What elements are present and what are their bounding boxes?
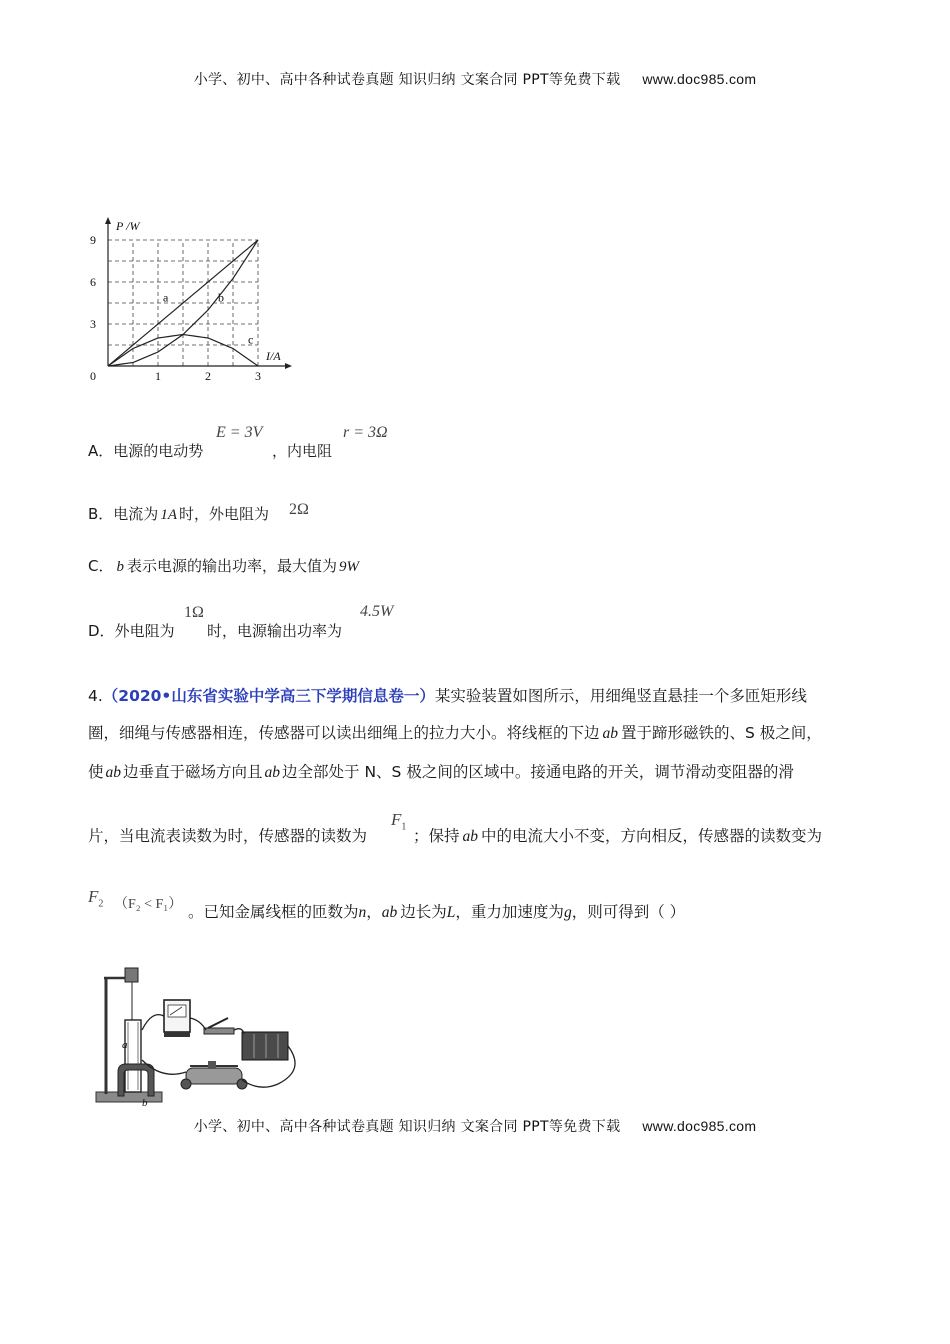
option-b-text2: 时，外电阻为	[178, 505, 269, 523]
option-a-emf: E = 3V	[216, 424, 263, 441]
ab-symbol: ab	[462, 828, 479, 845]
option-d-power: 4.5W	[360, 603, 394, 620]
question4-line1	[88, 684, 807, 706]
option-c-value: 9W	[339, 559, 359, 575]
question-text-4b: ；保持	[413, 827, 460, 845]
question-text-3b: 边垂直于磁场方向且	[123, 763, 263, 781]
origin-label: 0	[90, 369, 96, 383]
option-b-current: 1A	[160, 507, 177, 523]
page-header	[0, 69, 950, 89]
power-current-graph	[86, 216, 306, 386]
question-source: （2020•山东省实验中学高三下学期信息卷一）	[102, 687, 435, 705]
option-a-label: A．	[88, 442, 114, 460]
question-text-5c: 边长为	[400, 903, 447, 921]
option-d-text: 外电阻为	[114, 622, 175, 640]
label-a: a	[122, 1039, 128, 1051]
rheostat	[186, 1068, 242, 1084]
f1-subscript: 1	[401, 821, 407, 833]
n-symbol: n	[358, 904, 367, 921]
question4-line2	[88, 721, 822, 743]
option-b	[88, 503, 269, 524]
f2-subscript: 2	[98, 898, 104, 910]
question-text-5e: ，则可得到（ ）	[571, 903, 686, 921]
battery	[242, 1032, 288, 1060]
option-a	[88, 440, 203, 461]
option-d-text2: 时，电源输出功率为	[207, 622, 343, 640]
x-tick-label: 1	[155, 369, 161, 383]
option-c-label: C．	[88, 557, 114, 575]
y-axis-label: P /W	[116, 219, 140, 233]
ab-symbol: ab	[602, 725, 619, 742]
page-footer	[0, 1116, 950, 1136]
question-text-3c: 边全部处于 N、S 极之间的区域中。接通电路的开关，调节滑动变阻器的滑	[282, 763, 794, 781]
y-tick-label: 9	[90, 233, 96, 247]
question4-line5	[188, 900, 685, 922]
ab-symbol: ab	[381, 904, 398, 921]
x-axis-arrow	[285, 363, 292, 369]
y-tick-label: 3	[90, 317, 96, 331]
question-text-4c: 中的电流大小不变，方向相反，传感器的读数变为	[481, 827, 823, 845]
option-b-label: B．	[88, 505, 114, 523]
header-text: 小学、初中、高中各种试卷真题 知识归纳 文案合同 PPT等免费下载	[193, 72, 621, 88]
f1-symbol: $F_1$	[391, 810, 407, 833]
y-axis-arrow	[105, 217, 111, 224]
series-label-c: c	[248, 332, 254, 347]
question-text-3a: 使	[88, 763, 104, 781]
f2-lt-f1-condition: （F₂ < F₁）	[114, 897, 183, 912]
question-text-5b: ，	[366, 903, 382, 921]
option-d	[88, 620, 175, 641]
option-a-text2: ，内电阻	[272, 442, 333, 460]
g-symbol: g	[563, 904, 572, 921]
option-d-resistance: 1Ω	[184, 604, 204, 621]
ab-symbol: ab	[105, 764, 122, 781]
switch	[204, 1028, 234, 1034]
x-tick-label: 3	[255, 369, 261, 383]
label-b: b	[142, 1097, 148, 1108]
question4-line4b	[413, 824, 822, 846]
ab-symbol: ab	[264, 764, 281, 781]
y-tick-label: 6	[90, 275, 96, 289]
series-label-b: b	[218, 290, 224, 305]
x-tick-label: 2	[205, 369, 211, 383]
option-c-text: 表示电源的输出功率，最大值为	[126, 557, 337, 575]
question-text-5a: 。已知金属线框的匝数为	[188, 903, 359, 921]
rectangular-coil	[125, 1020, 141, 1092]
question-text-2: 圈，细绳与传感器相连，传感器可以读出细绳上的拉力大小。将线框的下边	[88, 724, 600, 742]
option-d-label: D．	[88, 622, 115, 640]
question4-line3	[88, 760, 794, 782]
question-text-2b: 置于蹄形磁铁的、S 极之间，	[621, 724, 822, 742]
horseshoe-magnet	[118, 1064, 154, 1096]
header-url[interactable]: www.doc985.com	[642, 71, 757, 87]
option-a-text: 电源的电动势	[113, 442, 204, 460]
l-symbol: L	[446, 904, 456, 921]
footer-url[interactable]: www.doc985.com	[642, 1118, 757, 1134]
question-number: 4.	[88, 687, 103, 705]
option-b-text: 电流为	[113, 505, 159, 523]
force-sensor	[125, 968, 138, 982]
question-text-5d: ，重力加速度为	[455, 903, 564, 921]
footer-text: 小学、初中、高中各种试卷真题 知识归纳 文案合同 PPT等免费下载	[193, 1119, 621, 1135]
question4-line4a: 片，当电流表读数为时，传感器的读数为	[88, 827, 368, 845]
option-c	[88, 555, 359, 576]
wire	[142, 1015, 164, 1030]
option-c-symbol: b	[116, 559, 124, 575]
option-a-resistance: r = 3Ω	[343, 424, 388, 441]
experiment-apparatus-figure	[92, 960, 306, 1108]
series-label-a: a	[163, 290, 169, 305]
option-b-resistance: 2Ω	[289, 501, 309, 518]
f2-symbol: $F_2$	[88, 887, 104, 910]
x-axis-label: I/A	[266, 349, 281, 363]
question-text-1: 某实验装置如图所示，用细绳竖直悬挂一个多匝矩形线	[434, 687, 807, 705]
